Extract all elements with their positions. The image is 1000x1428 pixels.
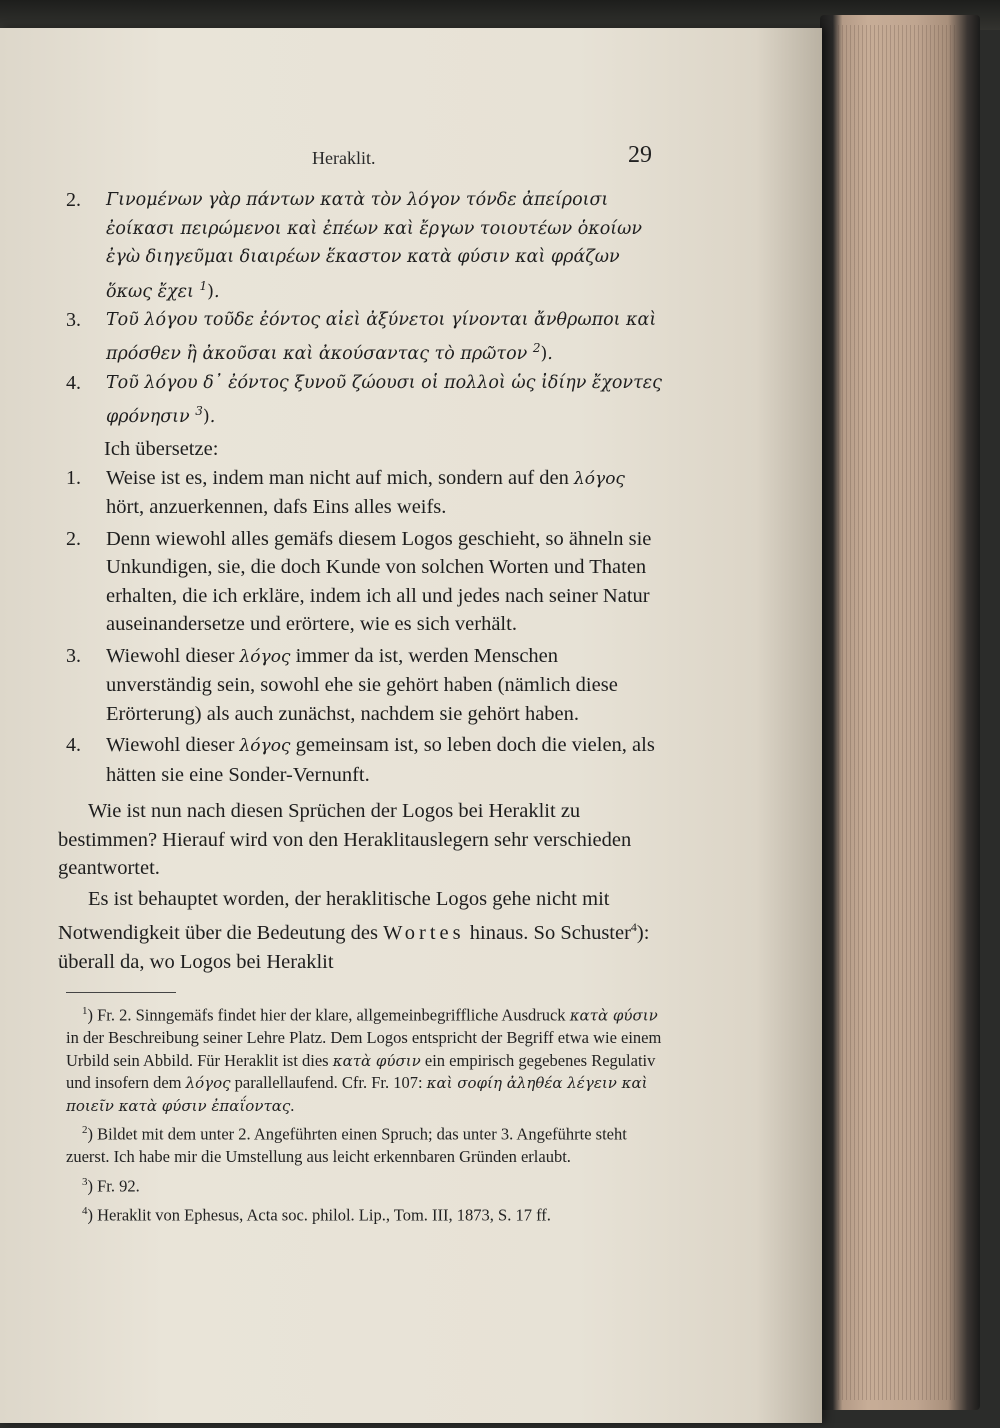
page-body: [58, 186, 666, 976]
footnote: $^3$) Fr. 92.: [82, 1175, 140, 1195]
footnote: $^4$) Heraklit von Ephesus, Acta soc. philol. Lip., Tom. III, 1873, S. 17 ff.: [82, 1204, 551, 1224]
greek-fragment: 4. Τοῦ λόγου δ᾽ ἐόντος ξυνοῦ ζώουσι οἱ πολλοὶ ὡς ἰδίην ἔχοντες φρόνησιν $^3$).: [66, 371, 662, 427]
page-header: [0, 142, 822, 178]
translation-intro: Ich übersetze:: [104, 438, 219, 461]
book-page-edge-lines: [838, 25, 958, 1400]
spaced-word: Wortes: [383, 922, 465, 945]
footnote: $^2$) Bildet mit dem unter 2. Angeführten einen Spruch; das unter 3. Angeführte steht zuerst. Ich habe mir die Umstellung aus leicht erkennbaren Gründen erlaubt.: [66, 1124, 627, 1166]
greek-fragment: 2. Γινομένων γὰρ πάντων κατὰ τὸν λόγον τόνδε ἀπείροισι ἐοίκασι πειρώμενοι καὶ ἐπέων καὶ ἔργων τοιουτέων ὁκοίων ἐγὼ διηγεῦμαι διαιρέων ἕκαστον κατὰ φύσιν καὶ φράζων ὅκως ἔχει $^1$).: [66, 189, 643, 302]
translation-item: 3. Wiewohl dieser λόγος immer da ist, werden Menschen unverständig sein, sowohl ehe sie gehört haben (nämlich diese Erörterung) als auch zunächst, nachdem sie gehört haben.: [66, 644, 618, 725]
translations: [66, 464, 666, 790]
footnote-rule: [66, 992, 176, 993]
footnotes: [66, 1000, 666, 1229]
translation-item: 1. Weise ist es, indem man nicht auf mich, sondern auf den λόγος hört, anzuerkennen, dafs Eins alles weifs.: [66, 466, 625, 519]
page-number: 29: [628, 142, 652, 168]
body-paragraph: Es ist behauptet worden, der heraklitische Logos gehe nicht mit Notwendigkeit über die Bedeutung des Wortes hinaus. So Schuster$^4$): überall da, wo Logos bei Heraklit: [58, 887, 650, 973]
greek-fragments: [66, 186, 666, 431]
body-paragraph: Wie ist nun nach diesen Sprüchen der Logos bei Heraklit zu bestimmen? Hierauf wird von den Heraklitauslegern sehr verschieden geantwortet.: [58, 800, 632, 880]
footnote: $^1$) Fr. 2. Sinngemäfs findet hier der klare, allgemeinbegriffliche Ausdruck κατὰ φύσιν in der Beschreibung seiner Lehre Platz. Dem Logos entspricht der Begriff etwa wie einem Urbild sein Abbild. Für Heraklit ist dies κατὰ φύσιν ein empirisch gegebenes Regulativ und insofern dem λόγος parallellaufend. Cfr. Fr. 107: καὶ σοφίη ἀληθέα λέγειν καὶ ποιεῖν κατὰ φύσιν ἐπαΐοντας.: [66, 1005, 662, 1115]
translation-item: 2. Denn wiewohl alles gemäfs diesem Logos geschieht, so ähneln sie Unkundigen, sie, die doch Kunde von solchen Worten und Thaten erhalten, die ich erkläre, indem ich all und jedes nach seiner Natur auseinandersetze und erörtere, wie es sich verhält.: [66, 527, 652, 636]
greek-fragment: 3. Τοῦ λόγου τοῦδε ἐόντος αἰεὶ ἀξύνετοι γίνονται ἄνθρωποι καὶ πρόσθεν ἢ ἀκοῦσαι καὶ ἀκούσαντας τὸ πρῶτον $^2$).: [66, 308, 657, 365]
running-head: Heraklit.: [312, 148, 376, 168]
translation-item: 4. Wiewohl dieser λόγος gemeinsam ist, so leben doch die vielen, als hätten sie eine Sonder-Vernunft.: [66, 734, 655, 786]
